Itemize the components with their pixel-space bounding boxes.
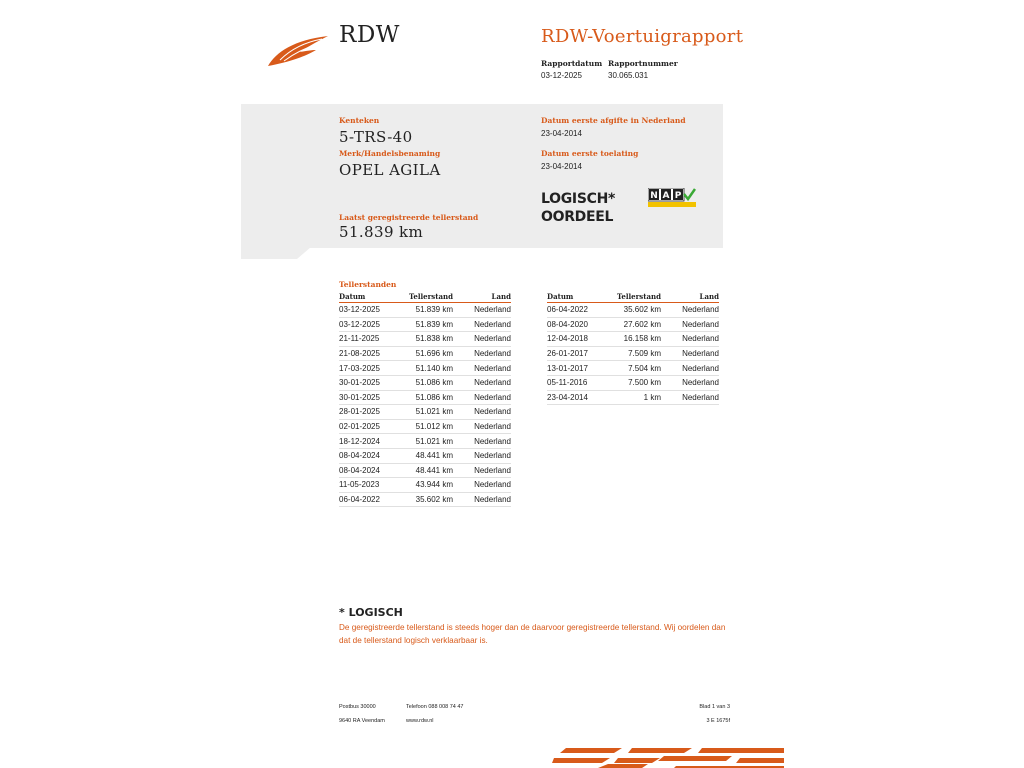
reading-count: 51.140 km [415, 363, 453, 373]
verdict [541, 190, 615, 226]
reading-count: 43.944 km [415, 480, 453, 490]
reading-date: 12-04-2018 [547, 334, 588, 344]
col-country-header: Land [491, 292, 511, 301]
table-row [547, 391, 719, 406]
report-number-label: Rapportnummer [608, 59, 678, 68]
reading-count: 35.602 km [415, 495, 453, 505]
table-row [547, 332, 719, 347]
table-row [339, 464, 511, 479]
table-header [339, 292, 511, 303]
make-label: Merk/Handelsbenaming [339, 149, 441, 158]
table-row [339, 347, 511, 362]
footer-code: 3 E 1675f [706, 718, 730, 724]
table-row [339, 449, 511, 464]
footnote-title: * LOGISCH [339, 606, 403, 619]
plate-label: Kenteken [339, 116, 380, 125]
first-nl-label: Datum eerste afgifte in Nederland [541, 116, 686, 125]
reading-country: Nederland [682, 349, 719, 359]
reading-date: 05-11-2016 [547, 378, 588, 388]
readings-table-left [339, 292, 511, 507]
table-row [339, 434, 511, 449]
footer-web-link[interactable]: www.rdw.nl [406, 718, 434, 724]
reading-date: 03-12-2025 [339, 319, 380, 329]
report-date: 03-12-2025 [541, 71, 582, 80]
reading-country: Nederland [474, 363, 511, 373]
table-row [547, 376, 719, 391]
svg-text:A: A [662, 191, 670, 201]
table-body [547, 303, 719, 405]
reading-country: Nederland [474, 305, 511, 315]
table-header [547, 292, 719, 303]
report-number: 30.065.031 [608, 71, 649, 80]
reading-date: 26-01-2017 [547, 349, 588, 359]
table-row [547, 347, 719, 362]
reading-date: 21-11-2025 [339, 334, 380, 344]
reading-count: 16.158 km [623, 334, 661, 344]
verdict-line-1: LOGISCH* [541, 191, 616, 207]
reading-date: 28-01-2025 [339, 407, 380, 417]
reading-count: 48.441 km [415, 451, 453, 461]
reading-date: 30-01-2025 [339, 392, 380, 402]
reading-country: Nederland [474, 495, 511, 505]
reading-country: Nederland [474, 465, 511, 475]
reading-country: Nederland [682, 305, 719, 315]
reading-date: 18-12-2024 [339, 436, 380, 446]
footnote-text: De geregistreerde tellerstand is steeds hoger dan de daarvoor geregistreerde tellerstand. Wij oordelen dan dat de tellerstand logisch verklaarbaar is. [339, 623, 726, 645]
reading-date: 13-01-2017 [547, 363, 588, 373]
reading-country: Nederland [682, 319, 719, 329]
reading-count: 51.021 km [415, 436, 453, 446]
reading-date: 08-04-2020 [547, 319, 588, 329]
rdw-stripes-icon [552, 746, 784, 768]
reading-date: 02-01-2025 [339, 422, 380, 432]
vehicle-summary-panel [241, 104, 723, 248]
first-admission-value: 23-04-2014 [541, 162, 582, 171]
reading-country: Nederland [474, 392, 511, 402]
col-count-header: Tellerstand [616, 292, 661, 301]
last-reading-label: Laatst geregistreerde tellerstand [339, 213, 479, 222]
svg-text:P: P [674, 191, 682, 201]
brand-name: RDW [339, 22, 400, 48]
reading-country: Nederland [474, 334, 511, 344]
reading-country: Nederland [474, 319, 511, 329]
reading-date: 06-04-2022 [547, 305, 588, 315]
first-nl-value: 23-04-2014 [541, 129, 582, 138]
reading-count: 51.838 km [415, 334, 453, 344]
report-date-label: Rapportdatum [541, 59, 603, 68]
reading-count: 51.696 km [415, 349, 453, 359]
reading-date: 08-04-2024 [339, 465, 380, 475]
panel-tab-decoration [241, 247, 311, 259]
table-row [339, 332, 511, 347]
plate-value: 5-TRS-40 [339, 128, 413, 146]
reading-date: 06-04-2022 [339, 495, 380, 505]
reading-count: 1 km [643, 392, 661, 402]
table-row [339, 303, 511, 318]
reading-country: Nederland [474, 407, 511, 417]
reading-date: 30-01-2025 [339, 378, 380, 388]
reading-count: 51.012 km [415, 422, 453, 432]
reading-count: 51.021 km [415, 407, 453, 417]
reading-date: 08-04-2024 [339, 451, 380, 461]
table-row [339, 376, 511, 391]
reading-count: 51.086 km [415, 392, 453, 402]
table-row [339, 493, 511, 508]
reading-count: 27.602 km [623, 319, 661, 329]
rdw-logo-icon [266, 34, 330, 68]
table-body [339, 303, 511, 507]
make-value: OPEL AGILA [339, 161, 441, 179]
col-date-header: Datum [547, 292, 574, 301]
col-date-header: Datum [339, 292, 366, 301]
reading-country: Nederland [474, 436, 511, 446]
footer-address: 9640 RA Veendam [339, 718, 385, 724]
table-row [547, 361, 719, 376]
last-reading-value: 51.839 km [339, 223, 424, 241]
reading-count: 48.441 km [415, 465, 453, 475]
footer-page-number: Blad 1 van 3 [699, 704, 730, 710]
reading-count: 7.500 km [628, 378, 661, 388]
report-title: RDW-Voertuigrapport [541, 26, 744, 47]
reading-country: Nederland [474, 349, 511, 359]
reading-count: 35.602 km [623, 305, 661, 315]
table-row [339, 391, 511, 406]
reading-country: Nederland [682, 392, 719, 402]
nap-check-logo-icon [648, 188, 696, 208]
table-row [547, 303, 719, 318]
reading-date: 23-04-2014 [547, 392, 588, 402]
svg-text:N: N [650, 191, 658, 201]
verdict-line-2: OORDEEL [541, 209, 614, 225]
reading-country: Nederland [682, 363, 719, 373]
table-row [339, 361, 511, 376]
table-row [339, 318, 511, 333]
table-row [339, 420, 511, 435]
reading-count: 51.086 km [415, 378, 453, 388]
table-row [339, 405, 511, 420]
reading-country: Nederland [474, 480, 511, 490]
readings-table-right [547, 292, 719, 405]
reading-date: 03-12-2025 [339, 305, 380, 315]
col-count-header: Tellerstand [408, 292, 453, 301]
reading-date: 21-08-2025 [339, 349, 380, 359]
reading-country: Nederland [682, 334, 719, 344]
footer-postbus: Postbus 30000 [339, 704, 376, 710]
reading-date: 17-03-2025 [339, 363, 380, 373]
reading-date: 11-05-2023 [339, 480, 380, 490]
reading-country: Nederland [474, 378, 511, 388]
readings-title: Tellerstanden [339, 280, 397, 289]
footer-phone: Telefoon 088 008 74 47 [406, 704, 464, 710]
reading-count: 7.504 km [628, 363, 661, 373]
table-row [339, 478, 511, 493]
first-admission-label: Datum eerste toelating [541, 149, 639, 158]
reading-count: 51.839 km [415, 319, 453, 329]
reading-country: Nederland [474, 451, 511, 461]
table-row [547, 318, 719, 333]
col-country-header: Land [699, 292, 719, 301]
reading-count: 51.839 km [415, 305, 453, 315]
reading-country: Nederland [682, 378, 719, 388]
reading-country: Nederland [474, 422, 511, 432]
reading-count: 7.509 km [628, 349, 661, 359]
